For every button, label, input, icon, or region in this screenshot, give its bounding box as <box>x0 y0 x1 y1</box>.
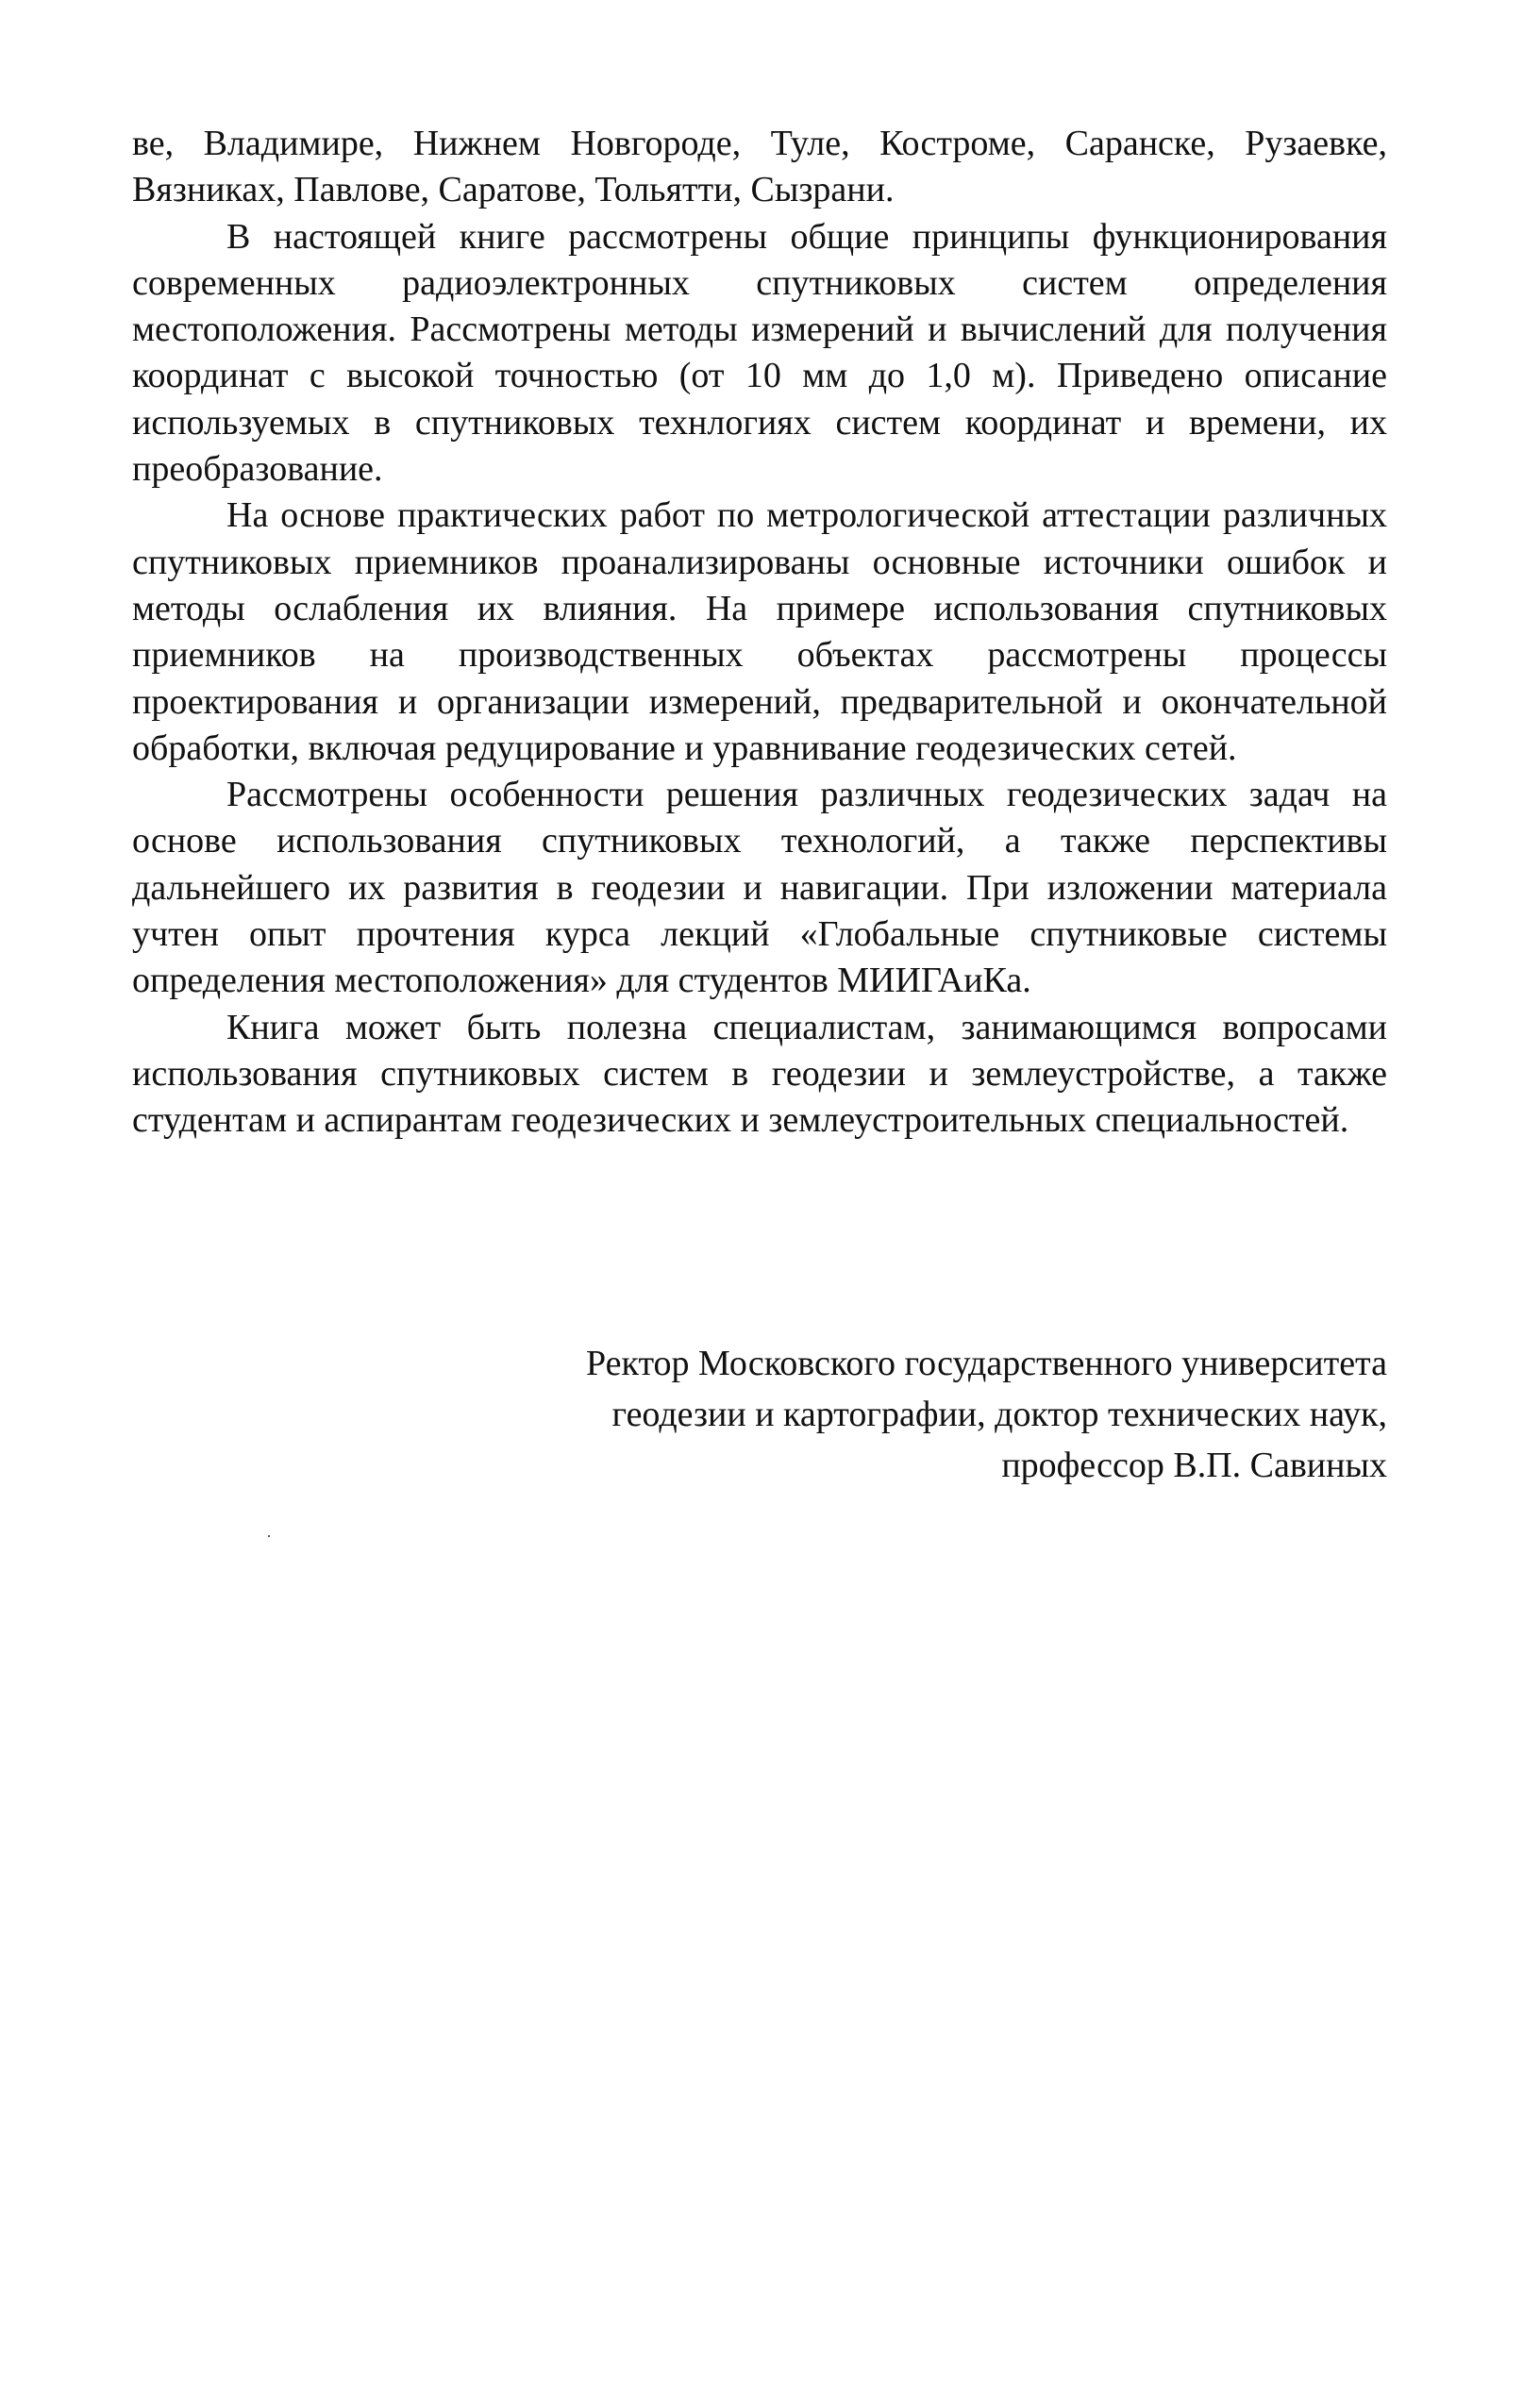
paragraph-continuation: ве, Владимире, Нижнем Новгороде, Туле, Костроме, Саранске, Рузаевке, Вязниках, Павлове, Саратове, Тольятти, Сызрани. <box>132 124 1387 210</box>
signature-line-1: Ректор Московского государственного университета <box>585 1344 1387 1383</box>
signature-block <box>349 1338 1387 1491</box>
body-text <box>132 121 1387 1145</box>
paragraph-audience: Книга может быть полезна специалистам, занимающимся вопросами использования спутниковых систем в геодезии и землеустройстве, а также студентам и аспирантам геодезических и землеустроительных специальностей. <box>132 1007 1387 1141</box>
signature-line-2: геодезии и картографии, доктор технических наук, <box>611 1395 1387 1434</box>
scan-speck <box>268 1535 270 1537</box>
paragraph-practical-work: На основе практических работ по метрологической аттестации различных спутниковых приемников проанализированы основные источники ошибок и методы ослабления их влияния. На примере использования спутниковых приемников на производственных объектах рассмотрены процессы проектирования и организации измерений, предварительной и окончательной обработки, включая редуцирование и уравнивание геодезических сетей. <box>132 495 1387 768</box>
paragraph-features: Рассмотрены особенности решения различных геодезических задач на основе использования спутниковых технологий, а также перспективы дальнейшего их развития в геодезии и навигации. При изложении материала учтен опыт прочтения курса лекций «Глобальные спутниковые системы определения местоположения» для студентов МИИГАиКа. <box>132 775 1387 1001</box>
signature-line-3: профессор В.П. Савиных <box>1001 1446 1387 1485</box>
paragraph-overview: В настоящей книге рассмотрены общие принципы функционирования современных радиоэлектронных спутниковых систем определения местоположения. Рассмотрены методы измерений и вычислений для получения координат с высокой точностью (от 10 мм до 1,0 м). Приведено описание используемых в спутниковых технлогиях систем координат и времени, их преобразование. <box>132 216 1387 490</box>
